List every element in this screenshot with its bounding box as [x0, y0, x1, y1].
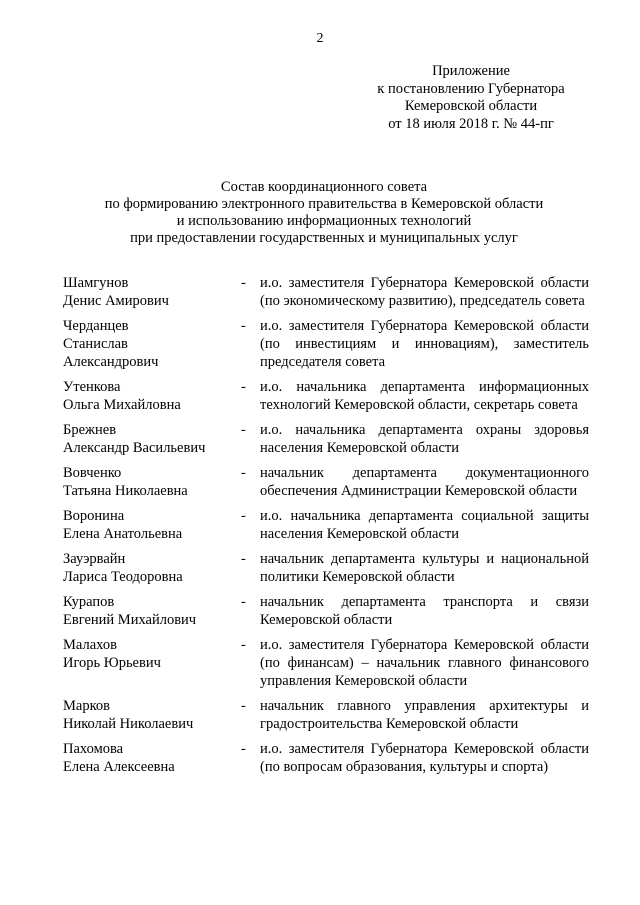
member-name-line: Ольга Михайловна [63, 397, 181, 413]
member-position: начальник главного управления архитектуры и градостроительства Кемеровской области [260, 698, 589, 732]
member-name-line: Александрович [63, 354, 159, 370]
appendix-line: Кемеровской области [404, 98, 538, 114]
member-name-line: Курапов [63, 594, 115, 610]
member-name [63, 378, 241, 414]
member-name [63, 697, 241, 733]
member-name-line: Николай Николаевич [63, 716, 194, 732]
member-name [63, 740, 241, 776]
member-position: начальник департамента транспорта и связи Кемеровской области [260, 594, 589, 628]
appendix-block [366, 63, 576, 133]
appendix-line: к постановлению Губернатора [377, 80, 565, 97]
member-row [63, 274, 589, 310]
member-name-line: Елена Алексеевна [63, 759, 175, 775]
dash-separator: - [241, 422, 246, 438]
page-number: 2 [316, 31, 324, 46]
member-name [63, 636, 241, 690]
member-name-line: Утенкова [63, 379, 121, 395]
dash-separator: - [241, 551, 246, 567]
member-position: и.о. начальника департамента охраны здоровья населения Кемеровской области [260, 422, 589, 456]
member-position: и.о. начальника департамента социальной защиты населения Кемеровской области [260, 508, 589, 542]
member-name-line: Брежнев [63, 422, 117, 438]
member-name-line: Лариса Теодоровна [63, 569, 183, 585]
members-list [63, 274, 589, 783]
dash-separator: - [241, 594, 246, 610]
member-name-line: Евгений Михайлович [63, 612, 197, 628]
member-name-line: Воронина [63, 508, 125, 524]
dash-separator: - [241, 741, 246, 757]
dash-separator: - [241, 508, 246, 524]
member-row [63, 550, 589, 586]
member-name-line: Пахомова [63, 741, 124, 757]
member-row [63, 317, 589, 371]
member-row [63, 740, 589, 776]
dash-separator: - [241, 379, 246, 395]
member-position: и.о. заместителя Губернатора Кемеровской области (по вопросам образования, культуры и спорта) [260, 741, 589, 775]
member-position: начальник департамента документационного обеспечения Администрации Кемеровской области [260, 465, 589, 499]
member-row [63, 636, 589, 690]
member-position: и.о. заместителя Губернатора Кемеровской области (по инвестициям и инновациям), заместитель председателя совета [260, 318, 589, 370]
member-name-line: Елена Анатольевна [63, 526, 183, 542]
member-name [63, 317, 241, 371]
appendix-line: от 18 июля 2018 г. № 44-пг [388, 115, 554, 132]
dash-separator: - [241, 698, 246, 714]
dash-separator: - [241, 465, 246, 481]
member-name-line: Черданцев [63, 318, 129, 334]
member-name-line: Денис Амирович [63, 293, 169, 309]
member-row [63, 507, 589, 543]
member-position: и.о. заместителя Губернатора Кемеровской области (по экономическому развитию), председатель совета [260, 275, 589, 309]
title-line: при предоставлении государственных и муниципальных услуг [130, 230, 518, 246]
member-name-line: Татьяна Николаевна [63, 483, 188, 499]
member-name [63, 593, 241, 629]
member-name-line: Игорь Юрьевич [63, 655, 161, 671]
dash-separator: - [241, 275, 246, 291]
member-name [63, 550, 241, 586]
member-row [63, 378, 589, 414]
member-name [63, 274, 241, 310]
document-title [60, 179, 588, 247]
member-position: начальник департамента культуры и национальной политики Кемеровской области [260, 551, 589, 585]
member-row [63, 464, 589, 500]
member-row [63, 593, 589, 629]
title-line: по формированию электронного правительства в Кемеровской области [104, 196, 544, 212]
member-name-line: Малахов [63, 637, 117, 653]
member-name-line: Зауэрвайн [63, 551, 126, 567]
member-position: и.о. заместителя Губернатора Кемеровской области (по финансам) – начальник главного финансового управления Кемеровской области [260, 637, 589, 689]
member-name-line: Станислав [63, 336, 128, 352]
member-name [63, 421, 241, 457]
member-row [63, 421, 589, 457]
title-line: и использованию информационных технологий [176, 213, 472, 229]
dash-separator: - [241, 637, 246, 653]
member-position: и.о. начальника департамента информационных технологий Кемеровской области, секретарь совета [260, 379, 589, 413]
member-name-line: Вовченко [63, 465, 122, 481]
member-row [63, 697, 589, 733]
member-name-line: Марков [63, 698, 110, 714]
title-line: Состав координационного совета [220, 179, 428, 195]
member-name [63, 464, 241, 500]
member-name [63, 507, 241, 543]
member-name-line: Шамгунов [63, 275, 129, 291]
member-name-line: Александр Васильевич [63, 440, 206, 456]
dash-separator: - [241, 318, 246, 334]
appendix-line: Приложение [432, 63, 510, 79]
